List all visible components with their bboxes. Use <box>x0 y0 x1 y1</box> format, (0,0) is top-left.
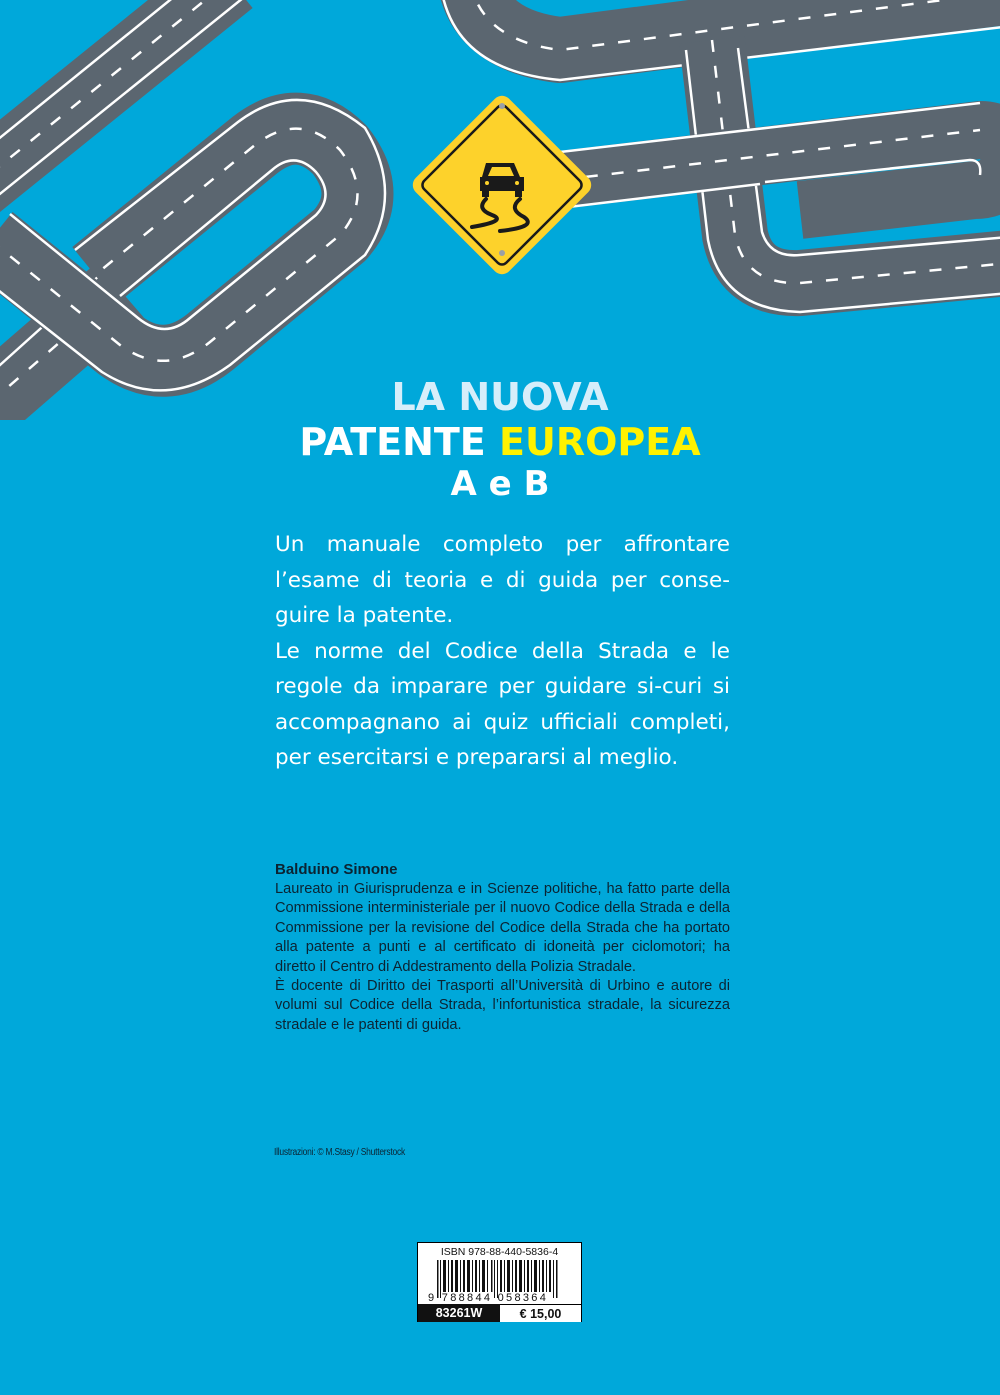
author-bio <box>275 880 730 1035</box>
slippery-road-warning-sign-icon <box>409 92 596 279</box>
book-title-line-1: LA NUOVA <box>391 375 609 419</box>
author-bio-paragraph: Laureato in Giurisprudenza e in Scienze politiche, ha fatto parte della Commissione interministeriale per il nuovo Codice della Strada e della Commissione per la revisione del Codice della Strada che ha portato alla patente a punti e al certificato di idoneità per ciclomotori; ha diretto il Centro di Addestramento della Polizia Stradale. <box>275 881 730 975</box>
barcode-label <box>417 1242 582 1322</box>
book-title-prefix: PATENTE <box>299 420 499 464</box>
blurb-paragraph: Un manuale completo per affrontare l’esame di teoria e di guida per conse-guire la patente. <box>275 532 730 628</box>
author-bio-paragraph: È docente di Diritto dei Trasporti all’Università di Urbino e autore di volumi sul Codice della Strada, l’infortunistica stradale, la sicurezza stradale e le patenti di guida. <box>275 978 730 1033</box>
author-name: Balduino Simone <box>275 861 398 878</box>
book-title-highlight: EUROPEA <box>499 420 701 464</box>
author-section <box>275 861 730 1035</box>
barcode-digits: 9 788844 058364 <box>428 1292 549 1304</box>
illustration-credits: Illustrazioni: © M.Stasy / Shutterstock <box>274 1147 405 1158</box>
book-title-line-2 <box>0 420 1000 464</box>
isbn-text: ISBN 978-88-440-5836-4 <box>440 1246 559 1258</box>
book-title-line-3: A e B <box>450 464 550 504</box>
book-blurb <box>275 527 730 776</box>
blurb-paragraph: Le norme del Codice della Strada e le regole da imparare per guidare si-curi si accompagnano ai quiz ufficiali completi, per esercitarsi e prepararsi al meglio. <box>275 638 730 770</box>
product-code: 83261W <box>418 1304 500 1322</box>
price-label: € 15,00 <box>500 1304 581 1322</box>
road-illustration <box>0 0 1000 420</box>
